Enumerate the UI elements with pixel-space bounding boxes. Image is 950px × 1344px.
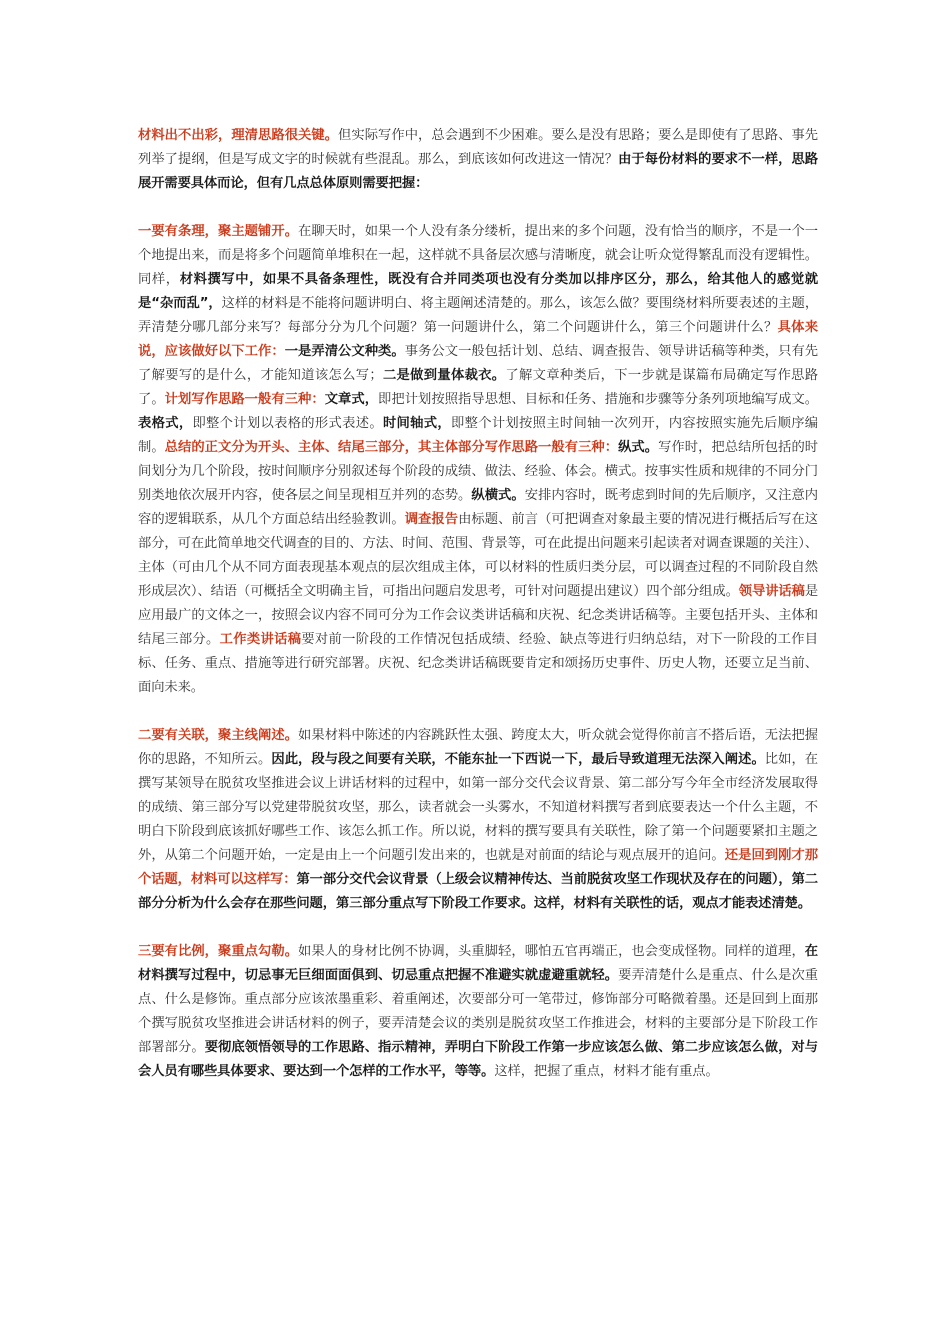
body-text: 要弄清楚什么是重点、什么是次重点、什么是修饰。重点部分应该浓墨重彩、着重阐述，次要部分可一笔带过，修饰部分可略微着墨。还是回到上面那个撰写脱贫攻坚推进会讲话材料的例子，要弄清楚会议的类别是脱贫攻坚工作推进会，材料的主要部分是下阶段工作部署部分。 — [138, 968, 818, 1055]
body-text: 了解文章种类后，下一步就是谋篇布局确定写作思路了。 — [138, 368, 818, 407]
highlight-heading: 工作类讲话稿 — [219, 632, 302, 647]
body-text: 如果材料中陈述的内容跳跃性太强、跨度太大，听众就会觉得你前言不搭后语，无法把握你的思路，不知所云。 — [138, 728, 818, 767]
bold-text: 材料撰写中，如果不具备条理性，既没有合并同类项也没有分类加以排序区分，那么，给其他人的感觉就是“杂而乱”， — [138, 272, 819, 311]
bold-text: 要彻底领悟领导的工作思路、指示精神，弄明白下阶段工作第一步应该怎么做、第二步应该怎么做，对与会人员有哪些具体要求、要达到一个怎样的工作水平，等等。 — [138, 1040, 819, 1079]
body-text: 即整个计划按照主时间轴一次列开，内容按照实施先后顺序编制。 — [138, 416, 818, 455]
bold-text: 文章式， — [324, 392, 379, 407]
bold-text: 纵式。 — [618, 440, 659, 455]
bold-text: 一是弄清公文种类。 — [284, 344, 405, 359]
body-text: 即把计划按照指导思想、目标和任务、措施和步骤等分条列项地编写成文。 — [378, 392, 818, 407]
bold-text: 第一部分交代会议背景（上级会议精神传达、当前脱贫攻坚工作现状及存在的问题），第二部分分析为什么会存在那些问题，第三部分重点写下阶段工作要求。这样，材料有关联性的话，观点才能表述清楚。 — [138, 872, 818, 911]
bold-text: 在材料撰写过程中，切忌事无巨细面面俱到、切忌重点把握不准避实就虚避重就轻。 — [138, 944, 818, 983]
highlight-heading: 材料出不出彩，理清思路很关键。 — [138, 128, 339, 143]
bold-text: 因此，段与段之间要有关联，不能东扯一下西说一下，最后导致道理无法深入阐述。 — [271, 752, 765, 767]
document-body — [138, 124, 818, 1108]
bold-text: 由于每份材料的要求不一样，思路展开需要具体而论，但有几点总体原则需要把握： — [138, 152, 818, 191]
body-text: 即整个计划以表格的形式表述。 — [192, 416, 383, 431]
body-text: 这样的材料是不能将问题讲明白、将主题阐述清楚的。那么，该怎么做？要围绕材料所要表述的主题，弄清楚分哪几部分来写？每部分分为几个问题？第一问题讲什么，第二个问题讲什么，第三个问题讲什么？ — [138, 296, 819, 335]
bold-text: 时间轴式， — [382, 416, 451, 431]
highlight-heading: 领导讲话稿 — [738, 584, 805, 599]
highlight-heading: 具体来说，应该做好以下工作： — [138, 320, 818, 359]
body-text: 要对前一阶段的工作情况包括成绩、经验、缺点等进行归纳总结，对下一阶段的工作目标、任务、重点、措施等进行研究部署。庆祝、纪念类讲话稿既要肯定和颂扬历史事件、历史人物，还要立足当前、面向未来。 — [138, 632, 819, 695]
highlight-heading: 总结的正文分为开头、主体、结尾三部分，其主体部分写作思路一般有三种： — [164, 440, 619, 455]
body-text: 写作时，把总结所包括的时间划分为几个阶段，按时间顺序分别叙述每个阶段的成绩、做法、经验、体会。横式。按事实性质和规律的不同分门别类地依次展开内容，使各层之间呈现相互并列的态势。 — [138, 440, 818, 503]
section-3-paragraph — [138, 940, 818, 1084]
body-text: 安排内容时，既考虑到时间的先后顺序，又注意内容的逻辑联系，从几个方面总结出经验教训。 — [138, 488, 818, 527]
body-text: 但实际写作中，总会遇到不少困难。要么是没有思路；要么是即使有了思路、事先列举了提纲，但是写成文字的时候就有些混乱。那么，到底该如何改进这一情况？ — [138, 128, 819, 167]
intro-paragraph — [138, 124, 818, 196]
highlight-heading: 计划写作思路一般有三种： — [164, 392, 325, 407]
bold-text: 二是做到量体裁衣。 — [382, 368, 506, 383]
body-text: 事务公文一般包括计划、总结、调查报告、领导讲话稿等种类，只有先了解要写的是什么，才能知道该怎么写； — [138, 344, 818, 383]
highlight-heading: 还是回到刚才那个话题，材料可以这样写： — [138, 848, 818, 887]
section-2-paragraph — [138, 724, 818, 916]
highlight-heading: 三要有比例，聚重点勾勒。 — [138, 944, 299, 959]
section-1-paragraph — [138, 220, 818, 700]
body-text: 是应用最广的文体之一，按照会议内容不同可分为工作会议类讲话稿和庆祝、纪念类讲话稿等。主要包括开头、主体和结尾三部分。 — [138, 584, 819, 647]
body-text: 在聊天时，如果一个人没有条分缕析，提出来的多个问题，没有恰当的顺序，不是一个一个地提出来，而是将多个问题简单堆积在一起，这样就不具备层次感与清晰度，就会让听众觉得繁乱而没有逻辑性。同样， — [138, 224, 818, 287]
body-text: 这样，把握了重点，材料才能有重点。 — [494, 1064, 719, 1079]
highlight-heading: 一要有条理，聚主题铺开。 — [138, 224, 299, 239]
body-text: 比如，在撰写某领导在脱贫攻坚推进会议上讲话材料的过程中，如第一部分交代会议背景、第二部分写今年全市经济发展取得的成绩、第三部分写以党建带脱贫攻坚，那么，读者就会一头雾水，不知道材料撰写者到底要表达一个什么主题，不明白下阶段到底该抓好哪些工作、该怎么抓工作。所以说，材料的撰写要具有关联性，除了第一个问题要紧扣主题之外，从第二个问题开始，一定是由上一个问题引发出来的，也就是对前面的结论与观点展开的追问。 — [138, 752, 818, 863]
bold-text: 纵横式。 — [471, 488, 525, 503]
highlight-heading: 二要有关联，聚主线阐述。 — [138, 728, 299, 743]
body-text: 如果人的身材比例不协调，头重脚轻，哪怕五官再端正，也会变成怪物。同样的道理， — [298, 944, 805, 959]
body-text: 由标题、前言（可把调查对象最主要的情况进行概括后写在这部分，可在此简单地交代调查的目的、方法、时间、范围、背景等，可在此提出问题来引起读者对调查课题的关注）、主体（可由几个从不同方面表现基本观点的层次组成主体，可以材料的性质归类分层，可以调查过程的不同阶段自然形成层次）、结语（可概括全文明确主旨，可指出问题启发思考，可针对问题提出建议）四个部分组成。 — [138, 512, 818, 599]
bold-text: 表格式， — [138, 416, 193, 431]
highlight-heading: 调查报告 — [404, 512, 459, 527]
